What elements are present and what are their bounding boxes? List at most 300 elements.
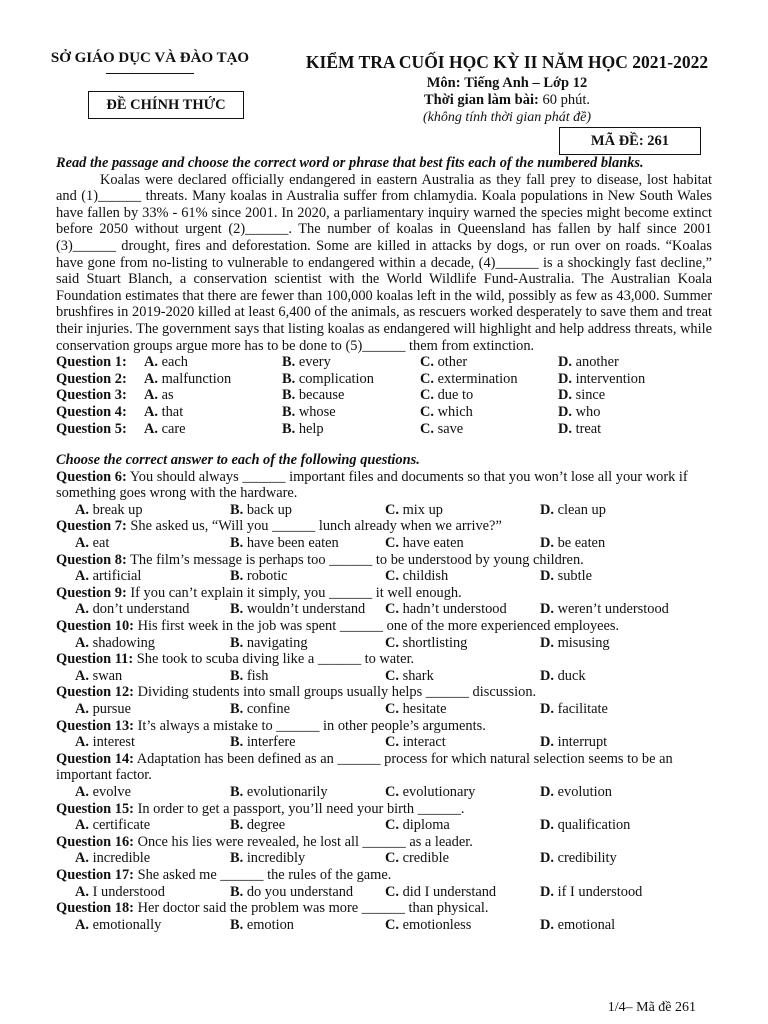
option-letter: C. <box>420 420 434 437</box>
question-label: Question 15: <box>56 800 134 817</box>
answer-option[interactable] <box>144 421 282 438</box>
option-text: pursue <box>92 701 131 717</box>
question-label: Question 17: <box>56 866 134 883</box>
question-text: It’s always a mistake to ______ in other people’s arguments. <box>137 717 486 734</box>
mc-question-list <box>56 469 712 934</box>
option-text: interact <box>402 734 446 751</box>
answer-option[interactable] <box>385 817 540 834</box>
question-text: She asked me ______ the rules of the game. <box>137 866 392 883</box>
option-text: interest <box>92 734 135 751</box>
option-text: credible <box>402 850 449 867</box>
question-text: Adaptation has been defined as an ______ process for which natural selection seems to be an important factor. <box>56 750 673 784</box>
question-text: His first week in the job was spent ______ one of the more experienced employees. <box>137 618 620 635</box>
option-letter: D. <box>540 916 554 933</box>
options-row <box>56 635 712 652</box>
option-letter: A. <box>75 734 89 751</box>
option-letter: C. <box>420 354 434 371</box>
option-letter: A. <box>144 420 158 437</box>
option-text: hesitate <box>402 701 447 717</box>
question-stem <box>56 801 712 818</box>
option-letter: A. <box>75 701 89 717</box>
option-text: clean up <box>557 501 606 518</box>
option-letter: C. <box>385 501 399 518</box>
answer-option[interactable] <box>420 421 558 438</box>
option-letter: B. <box>230 850 244 867</box>
answer-option[interactable] <box>385 850 540 867</box>
answer-option[interactable] <box>230 635 385 652</box>
section-gap <box>56 437 712 452</box>
option-letter: C. <box>385 535 399 552</box>
option-letter: C. <box>385 667 399 684</box>
question-text: She asked us, “Will you ______ lunch already when we arrive?” <box>130 518 502 535</box>
answer-option[interactable] <box>420 354 558 371</box>
answer-option[interactable] <box>558 421 708 438</box>
option-text: interfere <box>246 734 296 751</box>
answer-option[interactable] <box>230 568 385 585</box>
question-label: Question 18: <box>56 900 134 917</box>
option-text: malfunction <box>161 370 232 387</box>
question-label: Question 13: <box>56 717 134 734</box>
option-text: don’t understand <box>92 601 190 618</box>
options-row <box>56 917 712 934</box>
option-letter: A. <box>75 535 89 552</box>
exam-body <box>56 155 712 933</box>
option-text: artificial <box>92 568 142 585</box>
question-stem <box>56 834 712 851</box>
option-letter: A. <box>75 667 89 684</box>
question-label: Question 12: <box>56 684 134 701</box>
option-text: duck <box>557 667 586 684</box>
option-text: as <box>161 387 174 404</box>
answer-option[interactable] <box>230 917 385 934</box>
answer-option[interactable] <box>230 701 385 718</box>
question-stem <box>56 751 712 784</box>
option-letter: B. <box>230 883 244 900</box>
question-label: Question 16: <box>56 833 134 850</box>
option-letter: D. <box>540 817 554 834</box>
duration-note: (không tính thời gian phát đề) <box>422 109 592 125</box>
question-text: In order to get a passport, you’ll need your birth ______. <box>137 800 465 817</box>
option-text: have eaten <box>402 535 464 552</box>
official-label-box: ĐỀ CHÍNH THỨC <box>88 91 244 119</box>
option-letter: B. <box>230 501 244 518</box>
option-text: robotic <box>246 568 288 585</box>
answer-option[interactable] <box>540 568 710 585</box>
question-stem <box>56 867 712 884</box>
options-row <box>56 817 712 834</box>
option-text: confine <box>246 701 290 717</box>
option-text: evolutionarily <box>246 783 328 800</box>
option-text: due to <box>437 387 474 404</box>
option-letter: D. <box>558 370 572 387</box>
answer-option[interactable] <box>385 734 540 751</box>
answer-option[interactable] <box>385 601 540 618</box>
passage-text: Koalas were declared officially endangered in eastern Australia as they fall prey to disease, lost habitat and (1)______ threats. Many koalas in Australia suffer from chlamydia. Koala populations in New South Wales have fallen by 33% - 61% since 2001. In 2020, a parliamentary inquiry warned the species might become extinct before 2050 without urgent (2)______. The number of koalas in Queensland has fallen by half since 2001 (3)______ drought, fires and deforestation. Some are killed in attacks by dogs, or run over on roads. “Koalas have gone from no-listing to vulnerable to endangered within a decade, (4)______ is a shockingly fast decline,” said Stuart Blanch, a conservation scientist with the World Wildlife Fund-Australia. The Australian Koala Foundation estimates that there are fewer than 100,000 koalas left in the wild, possibly as few as 43,000. Summer brushfires in 2019-2020 killed at least 6,400 of the animals, as rescuers worked desperately to save them and treat their injuries. The government says that listing koalas as endangered will highlight and help address threats, while conservation groups argue more has to be done to (5)______ them from extinction. <box>56 171 712 354</box>
answer-option[interactable] <box>558 371 708 388</box>
option-letter: C. <box>385 817 399 834</box>
options-row <box>56 668 712 685</box>
option-letter: A. <box>144 403 158 420</box>
option-text: certificate <box>92 817 151 834</box>
option-text: extermination <box>437 370 518 387</box>
answer-option[interactable] <box>540 535 710 552</box>
option-letter: A. <box>75 601 89 618</box>
option-letter: C. <box>385 701 399 717</box>
answer-option[interactable] <box>558 387 708 404</box>
option-letter: D. <box>540 667 554 684</box>
option-text: because <box>298 387 345 404</box>
answer-option[interactable] <box>144 354 282 371</box>
question-label: Question 9: <box>56 584 127 601</box>
option-letter: A. <box>75 817 89 834</box>
option-text: break up <box>92 501 143 518</box>
answer-option[interactable] <box>540 817 710 834</box>
option-letter: A. <box>75 501 89 518</box>
answer-option[interactable] <box>75 817 230 834</box>
option-letter: A. <box>144 387 158 404</box>
question-text: Dividing students into small groups usually helps ______ discussion. <box>137 684 537 701</box>
option-text: emotionally <box>92 916 162 933</box>
option-letter: D. <box>558 420 572 437</box>
option-letter: B. <box>282 354 296 371</box>
answer-option[interactable] <box>558 354 708 371</box>
option-letter: B. <box>230 916 244 933</box>
answer-option[interactable] <box>558 404 708 421</box>
option-text: diploma <box>402 817 450 834</box>
question-text: You should always ______ important files and documents so that you won’t lose all your work if something goes wrong with the hardware. <box>56 468 688 502</box>
option-text: swan <box>92 667 123 684</box>
option-text: emotional <box>557 916 616 933</box>
option-letter: B. <box>282 403 296 420</box>
answer-option[interactable] <box>540 917 710 934</box>
option-letter: A. <box>75 634 89 651</box>
options-row <box>56 884 712 901</box>
answer-option[interactable] <box>282 404 420 421</box>
option-letter: C. <box>385 634 399 651</box>
option-letter: D. <box>540 783 554 800</box>
question-stem <box>56 518 712 535</box>
answer-option[interactable] <box>540 635 710 652</box>
option-text: incredibly <box>246 850 306 867</box>
option-letter: D. <box>540 634 554 651</box>
option-text: misusing <box>557 634 610 651</box>
option-letter: C. <box>385 916 399 933</box>
option-text: emotion <box>246 916 294 933</box>
option-text: credibility <box>557 850 617 867</box>
answer-option[interactable] <box>385 784 540 801</box>
option-text: evolution <box>557 783 612 800</box>
answer-option[interactable] <box>540 850 710 867</box>
question-row <box>56 354 712 371</box>
option-letter: C. <box>385 568 399 585</box>
option-text: navigating <box>246 634 308 651</box>
section2-instruction: Choose the correct answer to each of the following questions. <box>56 452 420 469</box>
option-letter: C. <box>420 387 434 404</box>
answer-option[interactable] <box>75 701 230 718</box>
question-label: Question 11: <box>56 651 134 668</box>
option-letter: D. <box>558 354 572 371</box>
option-letter: D. <box>540 883 554 900</box>
option-letter: D. <box>540 601 554 618</box>
section1-instruction: Read the passage and choose the correct word or phrase that best fits each of the numbered blanks. <box>56 155 644 171</box>
option-text: that <box>161 403 184 420</box>
option-text: treat <box>575 420 602 437</box>
answer-option[interactable] <box>230 668 385 685</box>
option-letter: B. <box>282 420 296 437</box>
answer-option[interactable] <box>385 884 540 901</box>
divider <box>106 73 194 74</box>
options-row <box>56 601 712 618</box>
option-text: shortlisting <box>402 634 468 651</box>
answer-option[interactable] <box>144 404 282 421</box>
option-letter: C. <box>385 734 399 751</box>
answer-option[interactable] <box>230 601 385 618</box>
answer-option[interactable] <box>75 734 230 751</box>
option-text: hadn’t understood <box>402 601 507 618</box>
option-text: care <box>161 420 186 437</box>
reading-passage <box>56 172 712 355</box>
question-label: Question 2: <box>56 370 127 387</box>
answer-option[interactable] <box>540 884 710 901</box>
answer-option[interactable] <box>230 850 385 867</box>
question-text: The film’s message is perhaps too ______ to be understood by young children. <box>130 551 584 568</box>
exam-code-box: MÃ ĐỀ: 261 <box>559 127 701 155</box>
option-text: whose <box>298 403 336 420</box>
options-row <box>56 850 712 867</box>
header-right <box>284 52 730 127</box>
option-text: subtle <box>557 568 592 585</box>
question-row <box>56 371 712 388</box>
option-text: facilitate <box>557 701 608 717</box>
option-text: each <box>161 354 188 371</box>
option-letter: C. <box>385 883 399 900</box>
answer-option[interactable] <box>144 387 282 404</box>
question-label: Question 3: <box>56 387 127 404</box>
page-footer: 1/4– Mã đề 261 <box>607 1000 696 1015</box>
option-text: wouldn’t understand <box>246 601 366 618</box>
question-text: If you can’t explain it simply, you ______ it well enough. <box>130 584 462 601</box>
option-text: evolve <box>92 783 131 800</box>
option-text: mix up <box>402 501 443 518</box>
option-letter: B. <box>282 370 296 387</box>
question-stem <box>56 469 712 502</box>
option-text: interrupt <box>557 734 608 751</box>
answer-option[interactable] <box>75 535 230 552</box>
answer-option[interactable] <box>230 535 385 552</box>
options-row <box>56 734 712 751</box>
option-letter: A. <box>75 568 89 585</box>
option-text: every <box>298 354 331 371</box>
option-letter: A. <box>75 783 89 800</box>
answer-option[interactable] <box>385 568 540 585</box>
answer-option[interactable] <box>540 784 710 801</box>
option-text: I understood <box>92 883 165 900</box>
answer-option[interactable] <box>230 817 385 834</box>
answer-option[interactable] <box>540 502 710 519</box>
answer-option[interactable] <box>230 502 385 519</box>
answer-option[interactable] <box>75 784 230 801</box>
duration-value: 60 phút. <box>542 92 590 109</box>
question-label: Question 8: <box>56 551 127 568</box>
options-row <box>56 784 712 801</box>
option-text: incredible <box>92 850 151 867</box>
option-letter: B. <box>230 734 244 751</box>
option-letter: D. <box>558 387 572 404</box>
answer-option[interactable] <box>282 387 420 404</box>
option-text: do you understand <box>246 883 354 900</box>
option-text: emotionless <box>402 916 472 933</box>
option-text: did I understand <box>402 883 497 900</box>
option-letter: B. <box>230 634 244 651</box>
answer-option[interactable] <box>385 701 540 718</box>
option-text: fish <box>246 667 269 684</box>
question-stem <box>56 618 712 635</box>
answer-option[interactable] <box>385 668 540 685</box>
exam-title: KIỂM TRA CUỐI HỌC KỲ II NĂM HỌC 2021-2022 <box>305 52 709 72</box>
option-text: other <box>437 354 468 371</box>
question-row <box>56 387 712 404</box>
answer-option[interactable] <box>75 568 230 585</box>
options-row <box>56 502 712 519</box>
option-text: degree <box>246 817 286 834</box>
question-stem <box>56 684 712 701</box>
answer-option[interactable] <box>75 635 230 652</box>
answer-option[interactable] <box>75 917 230 934</box>
option-letter: B. <box>230 667 244 684</box>
option-letter: A. <box>144 370 158 387</box>
question-label: Question 10: <box>56 618 134 635</box>
option-letter: B. <box>282 387 296 404</box>
option-text: intervention <box>575 370 646 387</box>
option-letter: D. <box>540 568 554 585</box>
question-label: Question 14: <box>56 750 134 767</box>
option-text: be eaten <box>557 535 606 552</box>
option-letter: A. <box>75 883 89 900</box>
question-label: Question 6: <box>56 468 127 485</box>
answer-option[interactable] <box>540 701 710 718</box>
answer-option[interactable] <box>540 601 710 618</box>
option-letter: D. <box>540 850 554 867</box>
answer-option[interactable] <box>282 371 420 388</box>
option-letter: B. <box>230 568 244 585</box>
duration-line <box>284 92 730 109</box>
answer-option[interactable] <box>420 404 558 421</box>
question-label: Question 1: <box>56 354 127 371</box>
answer-option[interactable] <box>230 734 385 751</box>
option-text: complication <box>298 370 374 387</box>
option-text: have been eaten <box>246 535 339 552</box>
question-text: She took to scuba diving like a ______ to water. <box>136 651 415 668</box>
option-text: back up <box>246 501 292 518</box>
subject-line <box>284 75 730 92</box>
option-letter: D. <box>540 734 554 751</box>
answer-option[interactable] <box>75 601 230 618</box>
answer-option[interactable] <box>385 502 540 519</box>
question-text: Her doctor said the problem was more ______ than physical. <box>137 900 489 917</box>
option-text: who <box>575 403 601 420</box>
option-letter: B. <box>230 783 244 800</box>
answer-option[interactable] <box>540 668 710 685</box>
answer-option[interactable] <box>230 884 385 901</box>
option-text: since <box>575 387 606 404</box>
answer-option[interactable] <box>75 668 230 685</box>
question-label: Question 4: <box>56 403 127 420</box>
cloze-question-list <box>56 354 712 437</box>
option-letter: C. <box>420 403 434 420</box>
answer-option[interactable] <box>282 354 420 371</box>
option-letter: B. <box>230 701 244 717</box>
options-row <box>56 535 712 552</box>
option-letter: A. <box>75 916 89 933</box>
option-text: save <box>437 420 464 437</box>
question-stem <box>56 585 712 602</box>
answer-option[interactable] <box>540 734 710 751</box>
option-text: another <box>575 354 619 371</box>
question-label: Question 7: <box>56 518 127 535</box>
option-letter: C. <box>385 783 399 800</box>
option-letter: D. <box>558 403 572 420</box>
answer-option[interactable] <box>385 917 540 934</box>
answer-option[interactable] <box>420 371 558 388</box>
question-row <box>56 404 712 421</box>
option-text: evolutionary <box>402 783 476 800</box>
option-text: shark <box>402 667 434 684</box>
question-stem <box>56 651 712 668</box>
option-letter: B. <box>230 601 244 618</box>
answer-option[interactable] <box>75 850 230 867</box>
option-text: help <box>298 420 324 437</box>
options-row <box>56 701 712 718</box>
option-letter: C. <box>385 850 399 867</box>
option-text: if I understood <box>557 883 643 900</box>
answer-option[interactable] <box>75 884 230 901</box>
subject-value: Tiếng Anh – Lớp 12 <box>464 75 588 91</box>
question-stem <box>56 900 712 917</box>
option-text: qualification <box>557 817 631 834</box>
option-text: eat <box>92 535 110 552</box>
question-row <box>56 421 712 438</box>
answer-option[interactable] <box>420 387 558 404</box>
department-name: SỞ GIÁO DỤC VÀ ĐÀO TẠO <box>50 50 250 66</box>
option-letter: C. <box>420 370 434 387</box>
question-label: Question 5: <box>56 420 127 437</box>
option-letter: A. <box>144 354 158 371</box>
option-letter: D. <box>540 501 554 518</box>
answer-option[interactable] <box>230 784 385 801</box>
question-stem <box>56 718 712 735</box>
option-letter: B. <box>230 535 244 552</box>
answer-option[interactable] <box>282 421 420 438</box>
answer-option[interactable] <box>385 635 540 652</box>
answer-option[interactable] <box>385 535 540 552</box>
subject-label: Môn: <box>426 75 461 91</box>
option-letter: D. <box>540 535 554 552</box>
question-text: Once his lies were revealed, he lost all ______ as a leader. <box>137 833 473 850</box>
option-text: which <box>437 403 473 420</box>
options-row <box>56 568 712 585</box>
header-left <box>40 50 260 74</box>
option-text: shadowing <box>92 634 155 651</box>
answer-option[interactable] <box>75 502 230 519</box>
duration-label: Thời gian làm bài: <box>424 92 539 109</box>
option-letter: C. <box>385 601 399 618</box>
question-stem <box>56 552 712 569</box>
option-letter: B. <box>230 817 244 834</box>
option-letter: A. <box>75 850 89 867</box>
answer-option[interactable] <box>144 371 282 388</box>
option-letter: D. <box>540 701 554 717</box>
option-text: childish <box>402 568 449 585</box>
